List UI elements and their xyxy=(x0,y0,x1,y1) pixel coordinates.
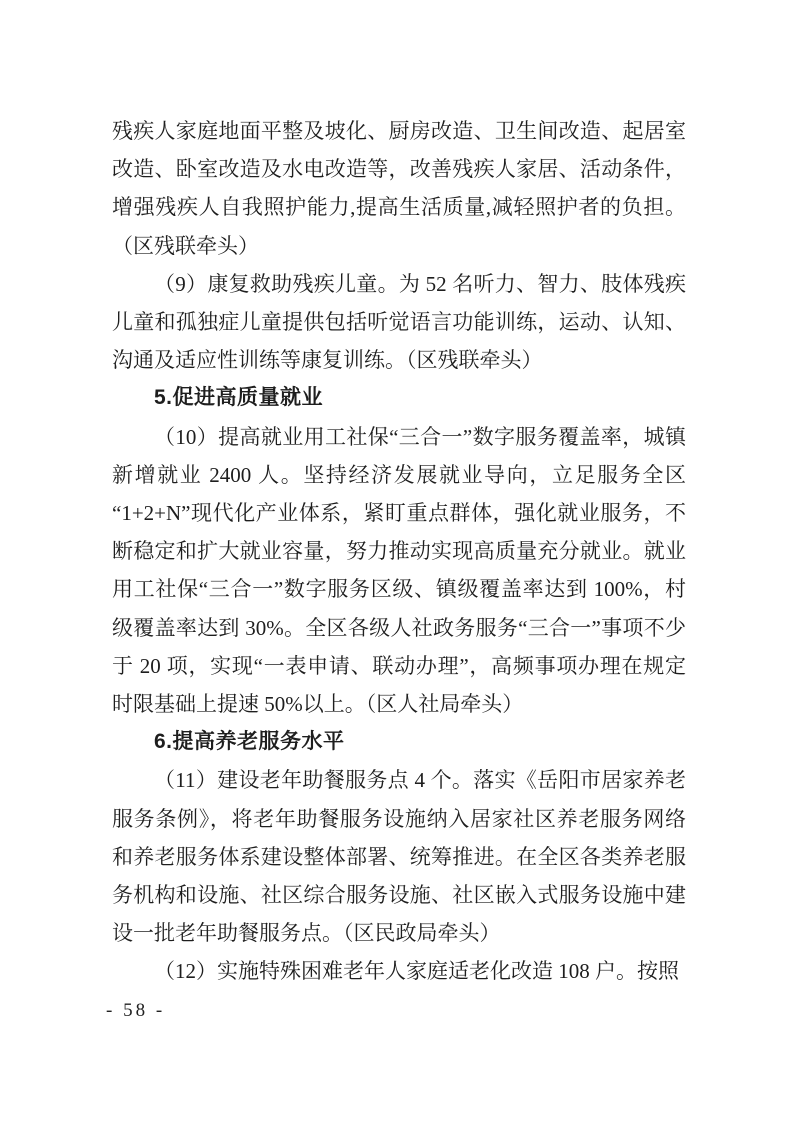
body-paragraph: 残疾人家庭地面平整及坡化、厨房改造、卫生间改造、起居室改造、卧室改造及水电改造等，改善残疾人家居、活动条件，增强残疾人自我照护能力,提高生活质量,减轻照护者的负担。（区残联牵头） xyxy=(112,119,686,258)
document-body xyxy=(112,112,686,991)
page-number: - 58 - xyxy=(106,1000,166,1021)
body-paragraph: （12）实施特殊困难老年人家庭适老化改造 108 户。按照 xyxy=(154,959,679,984)
body-paragraph: （11）建设老年助餐服务点 4 个。落实《岳阳市居家养老服务条例》，将老年助餐服务设施纳入居家社区养老服务网络和养老服务体系建设整体部署、统筹推进。在全区各类养老服务机构和设施、社区综合服务设施、社区嵌入式服务设施中建设一批老年助餐服务点。（区民政局牵头） xyxy=(112,768,686,946)
body-paragraph: （9）康复救助残疾儿童。为 52 名听力、智力、肢体残疾儿童和孤独症儿童提供包括听觉语言功能训练，运动、认知、沟通及适应性训练等康复训练。（区残联牵头） xyxy=(112,271,686,373)
body-paragraph: （10）提高就业用工社保“三合一”数字服务覆盖率，城镇新增就业 2400 人。坚持经济发展就业导向，立足服务全区“1+2+N”现代化产业体系，紧盯重点群体，强化就业服务，不断稳定和扩大就业容量，努力推动实现高质量充分就业。就业用工社保“三合一”数字服务区级、镇级覆盖率达到 100%，村级覆盖率达到 30%。全区各级人社政务服务“三合一”事项不少于 20 项，实现“一表申请、联动办理”，高频事项办理在规定时限基础上提速 50%以上。（区人社局牵头） xyxy=(112,424,686,717)
section-heading: 5.促进高质量就业 xyxy=(154,386,324,410)
section-heading: 6.提高养老服务水平 xyxy=(154,730,345,754)
